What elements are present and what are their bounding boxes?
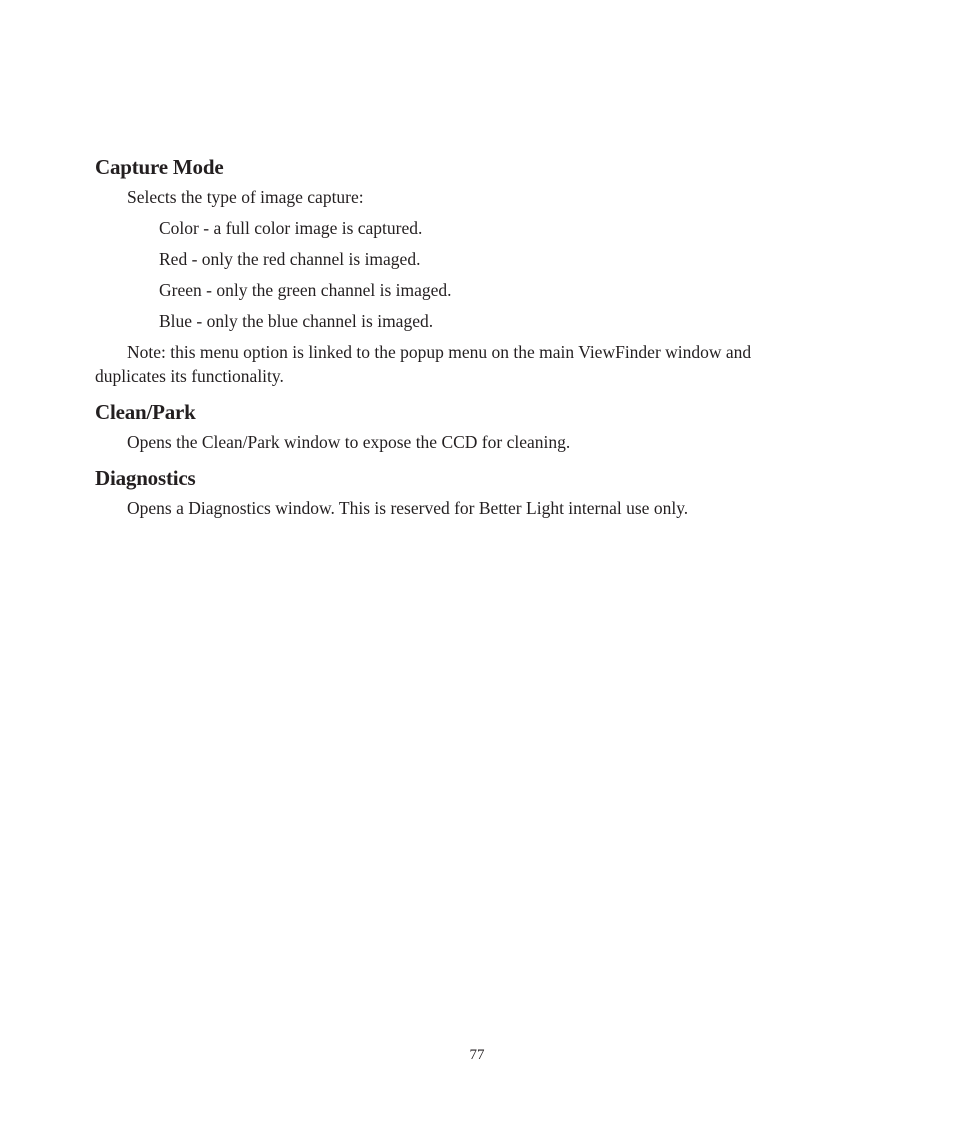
capture-mode-intro: Selects the type of image capture: <box>127 187 364 207</box>
section-capture-mode <box>95 153 825 388</box>
capture-option-blue: Blue - only the blue channel is imaged. <box>159 311 434 331</box>
section-diagnostics <box>95 464 825 520</box>
section-heading-capture-mode: Capture Mode <box>95 155 224 179</box>
page-content <box>95 153 825 530</box>
capture-option-color: Color - a full color image is captured. <box>159 218 423 238</box>
diagnostics-body: Opens a Diagnostics window. This is reserved for Better Light internal use only. <box>127 498 689 518</box>
capture-mode-note: Note: this menu option is linked to the popup menu on the main ViewFinder window and duplicates its functionality. <box>95 342 752 386</box>
clean-park-body: Opens the Clean/Park window to expose the CCD for cleaning. <box>127 432 571 452</box>
capture-option-red: Red - only the red channel is imaged. <box>159 249 421 269</box>
section-heading-clean-park: Clean/Park <box>95 400 196 424</box>
capture-option-green: Green - only the green channel is imaged. <box>159 280 452 300</box>
section-clean-park <box>95 398 825 454</box>
section-heading-diagnostics: Diagnostics <box>95 466 196 490</box>
page-number: 77 <box>469 1047 485 1063</box>
